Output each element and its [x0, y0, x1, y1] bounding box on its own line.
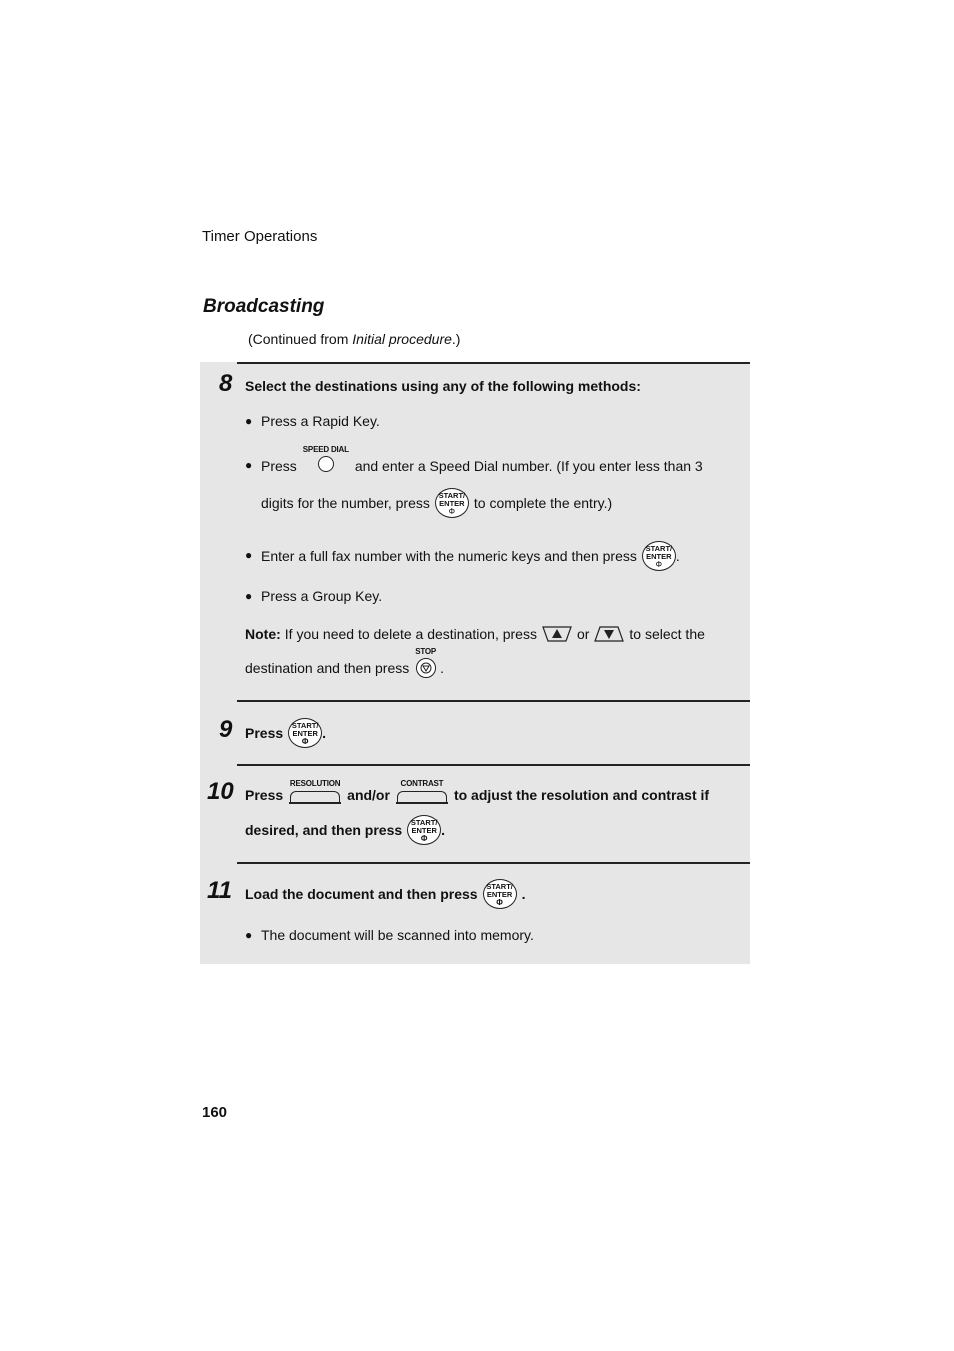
- bullet-icon: ●: [245, 548, 253, 562]
- step-8-bullet-2-line-1: [261, 444, 703, 482]
- resolution-button-icon: [290, 791, 340, 802]
- step-8-bullet-4: Press a Group Key.: [261, 588, 383, 604]
- bullet-icon: ●: [245, 589, 253, 603]
- bullet-icon: ●: [245, 928, 253, 942]
- step-10-end: .: [441, 822, 446, 838]
- step-10-line-1: [245, 780, 709, 810]
- divider: [237, 764, 750, 766]
- step-10-line-2: [245, 814, 445, 846]
- bullet-3-text-b: .: [675, 548, 680, 564]
- divider: [237, 362, 750, 364]
- speed-dial-key-icon: [303, 445, 349, 472]
- speed-dial-button-icon: [318, 456, 334, 472]
- resolution-label: RESOLUTION: [289, 778, 341, 788]
- start-enter-key-icon: START/ ENTER Φ: [642, 541, 676, 571]
- up-arrow-key-icon: [542, 626, 572, 642]
- step-8-note-line-2: [245, 646, 444, 684]
- contrast-button-icon: [397, 791, 447, 802]
- step-number-10: 10: [207, 778, 234, 805]
- stop-button-icon: [416, 658, 436, 678]
- note-label: Note:: [245, 626, 281, 642]
- step-number-9: 9: [219, 716, 233, 743]
- step-11-bullet: The document will be scanned into memory.: [261, 927, 534, 943]
- divider: [237, 700, 750, 702]
- note-text-b: to select the: [629, 626, 705, 642]
- contrast-key-icon: [396, 779, 448, 804]
- step-8-heading: Select the destinations using any of the following methods:: [245, 378, 641, 394]
- section-title: Broadcasting: [203, 296, 325, 317]
- steps-panel: [200, 362, 750, 964]
- note-text-d: .: [440, 660, 444, 676]
- step-11-text: [245, 878, 525, 910]
- step-11-end: .: [521, 886, 526, 902]
- step-10-andor: and/or: [347, 787, 390, 803]
- step-number-11: 11: [207, 877, 232, 904]
- step-8-note-line-1: [245, 624, 705, 644]
- bullet-2-text-c: digits for the number, press: [261, 495, 430, 511]
- step-10-press: Press: [245, 787, 284, 803]
- continued-prefix: (Continued from: [248, 331, 353, 347]
- step-10-text-a: to adjust the resolution and contrast if: [453, 787, 710, 803]
- stop-label: STOP: [415, 646, 437, 656]
- stop-key-icon: [415, 647, 436, 678]
- continued-suffix: .): [451, 331, 461, 347]
- step-10-text-b: desired, and then press: [245, 822, 403, 838]
- continued-note: [248, 331, 460, 347]
- note-text-a: If you need to delete a destination, press: [284, 626, 537, 642]
- step-9-end: .: [322, 725, 327, 741]
- bullet-icon: ●: [245, 414, 253, 428]
- contrast-label: CONTRAST: [400, 778, 444, 788]
- step-9-text: [245, 717, 326, 749]
- page-number: 160: [202, 1104, 228, 1121]
- step-9-press: Press: [245, 725, 284, 741]
- step-8-bullet-2-line-2: [261, 487, 612, 519]
- start-enter-key-icon: START/ ENTER Φ: [288, 718, 322, 748]
- start-enter-key-icon: START/ ENTER Φ: [435, 488, 469, 518]
- bullet-2-text-b: and enter a Speed Dial number. (If you enter less than 3: [354, 458, 703, 474]
- step-11-instruction: Load the document and then press: [245, 886, 478, 902]
- step-8-bullet-1: Press a Rapid Key.: [261, 413, 380, 429]
- down-arrow-key-icon: [594, 626, 624, 642]
- note-or: or: [576, 626, 590, 642]
- divider: [237, 862, 750, 864]
- start-enter-key-icon: START/ ENTER Φ: [483, 879, 517, 909]
- running-header: Timer Operations: [202, 228, 318, 245]
- step-number-8: 8: [219, 370, 233, 397]
- speed-dial-label: SPEED DIAL: [302, 444, 349, 454]
- note-text-c: destination and then press: [245, 660, 410, 676]
- continued-ref: Initial procedure: [352, 331, 452, 347]
- resolution-key-icon: [289, 779, 341, 804]
- bullet-3-text-a: Enter a full fax number with the numeric keys and then press: [261, 548, 637, 564]
- step-8-bullet-3: [261, 540, 680, 572]
- start-enter-key-icon: START/ ENTER Φ: [407, 815, 441, 845]
- bullet-icon: ●: [245, 458, 253, 472]
- bullet-2-text-d: to complete the entry.): [473, 495, 613, 511]
- bullet-2-text-a: Press: [261, 458, 297, 474]
